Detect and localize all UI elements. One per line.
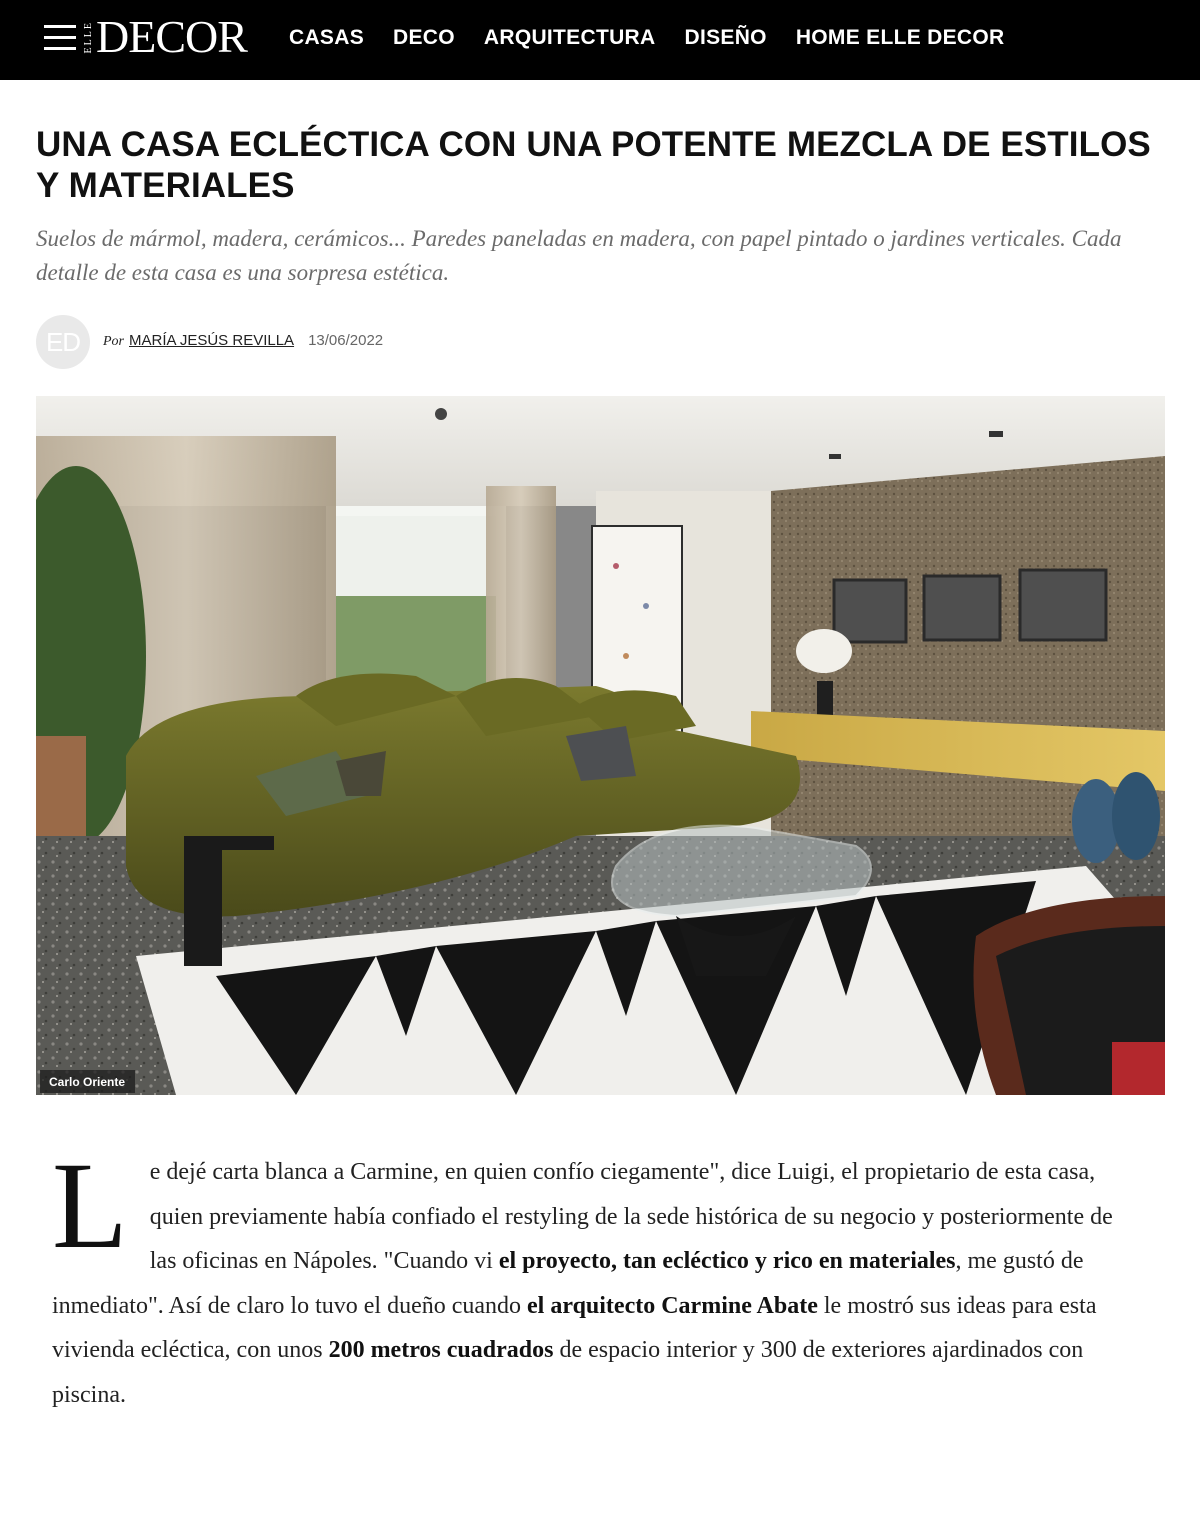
- pinterest-share-button[interactable]: [1112, 1042, 1165, 1095]
- article-dek: Suelos de mármol, madera, cerámicos... Paredes paneladas en madera, con papel pintado o jardines verticales. Cada detalle de esta casa es una sorpresa estética.: [36, 226, 1122, 285]
- byline-prefix: Por: [103, 334, 124, 349]
- body-bold-1: el proyecto, tan ecléctico y rico en materiales: [498, 1248, 956, 1274]
- drop-cap: L: [52, 1137, 128, 1274]
- pinterest-icon: [1112, 1042, 1165, 1095]
- elle-decor-logo[interactable]: [84, 12, 247, 62]
- logo-decor-text: DECOR: [96, 11, 247, 62]
- author-link[interactable]: MARÍA JESÚS REVILLA: [129, 332, 295, 349]
- nav-item-home-elle-decor[interactable]: HOME ELLE DECOR: [795, 26, 1005, 49]
- hero-image: [36, 396, 1165, 1095]
- image-credit: Carlo Oriente: [40, 1070, 135, 1093]
- nav-item-diseno[interactable]: DISEÑO: [684, 26, 767, 49]
- living-room-photo: [36, 396, 1165, 1095]
- body-text-1: e dejé carta blanca a Carmine, en quien confío ciegamente", dice Luigi, el propietario de esta casa, quien previamente había confiado el restyling de la sede histórica de su negocio y posteriormente de las oficinas en Nápoles. "Cuando vi: [149, 1159, 1113, 1274]
- logo-elle-text: ELLE: [83, 20, 94, 54]
- hamburger-menu-icon[interactable]: [44, 25, 76, 51]
- publish-date: 13/06/2022: [308, 332, 384, 349]
- article-body: [52, 1137, 1132, 1417]
- nav-item-deco[interactable]: DECO: [393, 26, 455, 49]
- nav-item-arquitectura[interactable]: ARQUITECTURA: [483, 26, 656, 49]
- author-avatar: ED: [36, 315, 90, 369]
- body-text-3: le mostró sus ideas para esta vivienda ecléctica, con unos: [52, 1292, 1097, 1363]
- body-text-4: de espacio interior y 300 de exteriores ajardinados con piscina.: [52, 1337, 1084, 1408]
- body-bold-3: 200 metros cuadrados: [328, 1337, 554, 1363]
- body-bold-2: el arquitecto Carmine Abate: [527, 1292, 818, 1319]
- main-nav: [289, 24, 1034, 52]
- byline: [103, 332, 383, 350]
- top-navigation-bar: [0, 0, 1200, 80]
- body-text-2: , me gustó de inmediato". Así de claro lo tuvo el dueño cuando: [52, 1248, 1084, 1319]
- article-title: UNA CASA ECLÉCTICA CON UNA POTENTE MEZCLA DE ESTILOS Y MATERIALES: [36, 125, 1151, 205]
- nav-item-casas[interactable]: CASAS: [289, 26, 365, 49]
